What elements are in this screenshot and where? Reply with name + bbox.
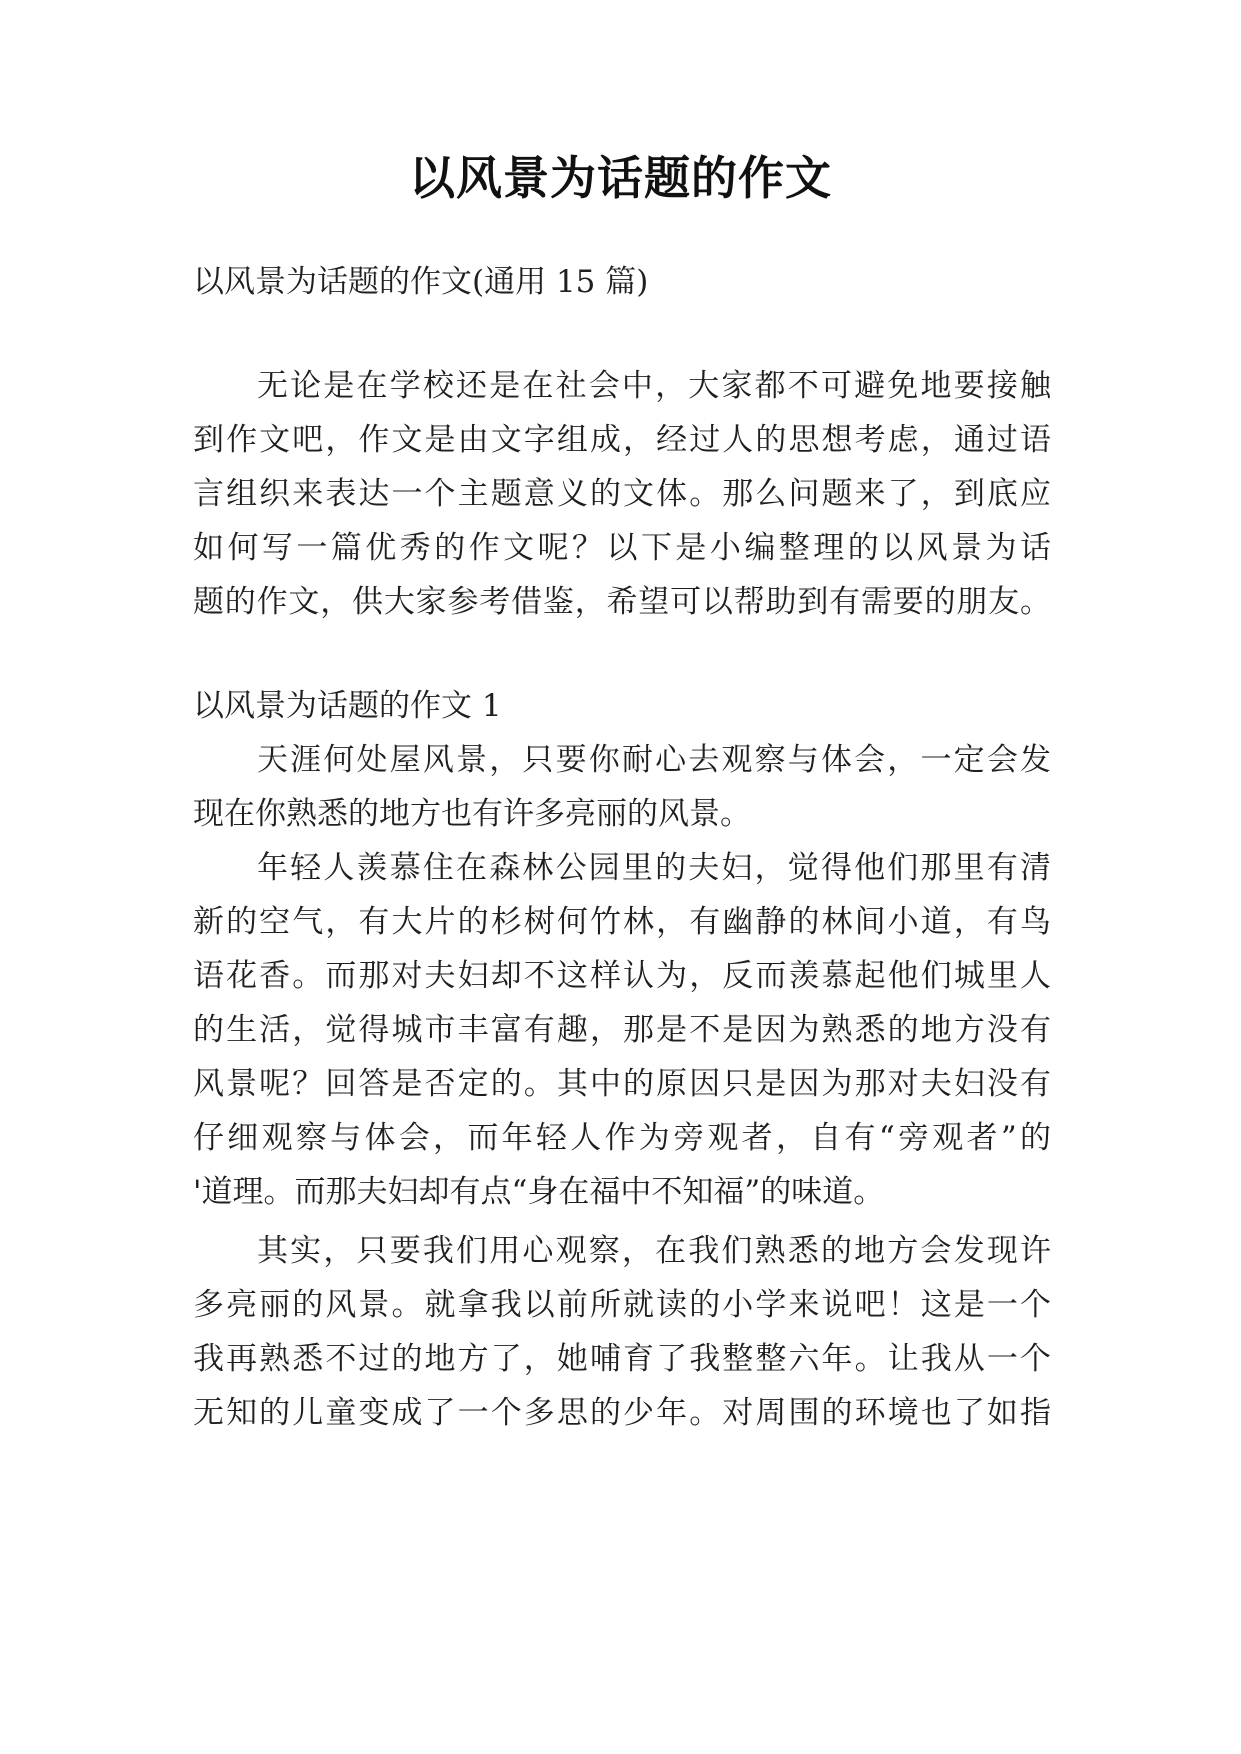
intro-line-2: 到作文吧，作文是由文字组成，经过人的思想考虑，通过语 bbox=[193, 422, 1051, 458]
intro-line-4: 如何写一篇优秀的作文呢？以下是小编整理的以风景为话 bbox=[193, 530, 1051, 566]
para3-line-4: 无知的儿童变成了一个多思的少年。对周围的环境也了如指 bbox=[193, 1395, 1051, 1431]
para2-line-4: 的生活，觉得城市丰富有趣，那是不是因为熟悉的地方没有 bbox=[193, 1012, 1051, 1048]
intro-line-1: 无论是在学校还是在社会中，大家都不可避免地要接触 bbox=[257, 368, 1051, 404]
para3-line-3: 我再熟悉不过的地方了，她哺育了我整整六年。让我从一个 bbox=[193, 1341, 1051, 1377]
section-heading: 以风景为话题的作文 1 bbox=[193, 688, 502, 724]
document-subtitle: 以风景为话题的作文(通用 15 篇) bbox=[193, 264, 649, 300]
para2-line-5: 风景呢？回答是否定的。其中的原因只是因为那对夫妇没有 bbox=[193, 1066, 1051, 1102]
intro-line-5: 题的作文，供大家参考借鉴，希望可以帮助到有需要的朋友。 bbox=[193, 584, 1051, 620]
para1-line-2: 现在你熟悉的地方也有许多亮丽的风景。 bbox=[193, 796, 751, 832]
para2-line-2: 新的空气，有大片的杉树何竹林，有幽静的林间小道，有鸟 bbox=[193, 904, 1051, 940]
intro-line-3: 言组织来表达一个主题意义的文体。那么问题来了，到底应 bbox=[193, 476, 1051, 512]
para3-line-1: 其实，只要我们用心观察，在我们熟悉的地方会发现许 bbox=[257, 1233, 1051, 1269]
para1-line-1: 天涯何处屋风景，只要你耐心去观察与体会，一定会发 bbox=[257, 742, 1051, 778]
para2-line-6: 仔细观察与体会，而年轻人作为旁观者，自有“旁观者”的 bbox=[193, 1120, 1051, 1156]
para3-line-2: 多亮丽的风景。就拿我以前所就读的小学来说吧！这是一个 bbox=[193, 1287, 1051, 1323]
document-title: 以风景为话题的作文 bbox=[409, 151, 832, 205]
para2-line-3: 语花香。而那对夫妇却不这样认为，反而羡慕起他们城里人 bbox=[193, 958, 1051, 994]
para2-line-1: 年轻人羡慕住在森林公园里的夫妇，觉得他们那里有清 bbox=[257, 850, 1051, 886]
para2-line-7: '道理。而那夫妇却有点“身在福中不知福”的味道。 bbox=[193, 1174, 885, 1210]
